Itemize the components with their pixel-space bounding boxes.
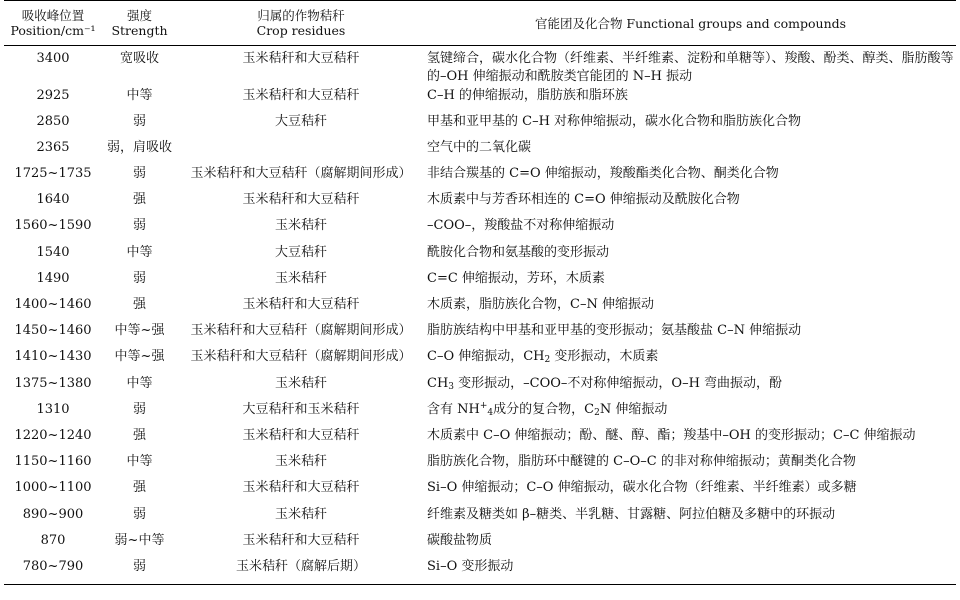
table-body [4,46,956,585]
cell-groups: 木质素，脂肪族化合物，C–N 伸缩振动 [427,297,654,312]
cell-groups: 纤维素及糖类如 β–糖类、半乳糖、甘露糖、阿拉伯糖及多糖中的环振动 [427,506,836,522]
cell-groups: Si–O 变形振动 [427,558,514,574]
cell-crop: 大豆秸秆 [274,113,327,129]
groups-text-part: 成分的复合物，C [493,401,595,417]
header-position-zh: 吸收峰位置 [21,8,85,23]
cell-crop: 玉米秸秆 [274,375,327,391]
cell-position: 1150~1160 [14,454,92,470]
table-row [4,375,956,401]
cell-crop: 玉米秸秆和大豆秸秆 [242,51,360,66]
cell-position: 2365 [36,139,70,155]
cell-strength: 弱 [132,401,146,417]
cell-crop: 玉米秸秆 [274,218,327,234]
cell-strength: 弱，肩吸收 [106,139,172,155]
cell-strength: 强 [132,427,146,443]
cell-position: 890~900 [22,506,84,522]
cell-position: 1725~1735 [14,166,92,182]
cell-crop: 玉米秸秆和大豆秸秆 [242,192,360,208]
table-row [4,139,956,165]
table-row [4,506,956,532]
cell-position: 870 [40,532,66,548]
cell-position: 1560~1590 [14,218,92,234]
cell-groups [425,348,956,374]
cell-position: 1375~1380 [14,375,92,391]
header-crop-en: Crop residues [256,23,346,38]
table-row [4,401,956,427]
cell-groups [425,401,956,427]
cell-strength: 中等~强 [114,323,165,339]
cell-position: 780~790 [22,558,84,574]
groups-text-part: N 伸缩振动 [599,401,668,417]
cell-position: 1410~1430 [14,349,92,365]
groups-text-part: 2 [544,355,551,366]
cell-strength: 强 [132,480,146,496]
cell-groups: –COO–，羧酸盐不对称伸缩振动 [427,218,615,234]
header-strength-en: Strength [111,23,168,38]
cell-strength: 中等~强 [114,349,165,365]
cell-groups: 木质素中与芳香环相连的 C=O 伸缩振动及酰胺化合物 [427,192,740,208]
table-row [4,191,956,217]
header-position [4,1,102,46]
cell-strength: 弱 [132,506,146,522]
table-row [4,217,956,243]
cell-position: 1450~1460 [14,323,92,339]
cell-crop: 玉米秸秆和大豆秸秆 [242,87,360,103]
cell-crop: 大豆秸秆和玉米秸秆 [242,401,360,417]
groups-text-part: 含有 NH [427,401,480,417]
cell-position: 1400~1460 [14,297,92,312]
cell-groups: 空气中的二氧化碳 [427,139,532,155]
cell-crop: 玉米秸秆（腐解后期） [235,558,366,574]
cell-strength: 中等 [126,87,153,103]
cell-strength: 中等 [126,244,153,260]
table-row [4,270,956,296]
groups-text-part: 变形振动，木质素 [550,349,659,365]
cell-crop: 玉米秸秆 [274,270,327,286]
cell-position: 2850 [36,113,70,129]
cell-position: 1000~1100 [14,480,92,496]
table-row [4,296,956,322]
cell-groups: 碳酸盐物质 [427,532,493,548]
groups-text-part: 3 [448,381,455,392]
cell-strength: 强 [132,297,146,312]
cell-crop: 玉米秸秆和大豆秸秆（腐解期间形成） [190,166,412,182]
groups-text-part: + [479,400,488,411]
table-row [4,322,956,348]
cell-groups: 氢键缔合，碳水化合物（纤维素、半纤维素、淀粉和单糖等）、羧酸、酚类、醇类、脂肪酸等的–OH 伸缩振动和酰胺类官能团的 N–H 振动 [427,51,954,84]
table-row [4,558,956,584]
header-crop [177,1,425,46]
header-groups [425,1,956,46]
table-row [4,427,956,453]
cell-strength: 弱 [132,270,146,286]
cell-crop: 玉米秸秆和大豆秸秆 [242,532,360,548]
header-strength-zh: 强度 [126,8,152,23]
cell-position: 1640 [36,192,70,208]
cell-crop: 玉米秸秆和大豆秸秆（腐解期间形成） [190,323,412,339]
table-row [4,244,956,270]
ftir-assignment-table [4,0,956,585]
table-row [4,165,956,191]
cell-strength: 弱~中等 [114,532,165,548]
cell-position: 1220~1240 [14,427,92,443]
groups-text-part: 变形振动，–COO–不对称伸缩振动，O–H 弯曲振动，酚 [454,375,783,391]
groups-text-part: C–O 伸缩振动，CH [427,349,545,365]
cell-groups: Si–O 伸缩振动；C–O 伸缩振动，碳水化合物（纤维素、半纤维素）或多糖 [427,480,857,496]
cell-groups: 脂肪族结构中甲基和亚甲基的变形振动；氨基酸盐 C–N 伸缩振动 [427,323,802,339]
table-row [4,479,956,505]
cell-crop: 玉米秸秆和大豆秸秆 [242,480,360,496]
cell-strength: 弱 [132,166,146,182]
header-position-en: Position/cm⁻¹ [10,23,96,38]
cell-crop [177,139,425,165]
groups-text-part: CH [427,375,449,391]
table-row [4,87,956,113]
cell-crop: 玉米秸秆 [274,506,327,522]
cell-groups: 木质素中 C–O 伸缩振动；酚、醚、醇、酯；羧基中–OH 的变形振动；C–C 伸缩振动 [427,427,916,443]
cell-groups: C–H 的伸缩振动，脂肪族和脂环族 [427,87,628,103]
cell-position: 3400 [36,51,70,66]
cell-strength: 弱 [132,218,146,234]
cell-crop: 大豆秸秆 [274,244,327,260]
cell-strength: 弱 [132,558,146,574]
cell-crop: 玉米秸秆 [274,454,327,470]
cell-groups: 非结合羰基的 C=O 伸缩振动，羧酸酯类化合物、酮类化合物 [427,166,779,182]
table-row [4,348,956,374]
cell-strength: 中等 [126,454,153,470]
table-row [4,113,956,139]
cell-crop: 玉米秸秆和大豆秸秆（腐解期间形成） [190,349,412,365]
cell-strength: 中等 [126,375,153,391]
table-row [4,453,956,479]
cell-position: 1540 [36,244,70,260]
cell-position: 1310 [36,401,70,417]
header-groups-text: 官能团及化合物 Functional groups and compounds [534,15,847,31]
cell-strength: 宽吸收 [119,51,159,66]
cell-crop: 玉米秸秆和大豆秸秆 [242,297,360,312]
cell-groups [425,375,956,401]
table-row [4,532,956,558]
cell-groups: 甲基和亚甲基的 C–H 对称伸缩振动，碳水化合物和脂肪族化合物 [427,113,802,129]
cell-crop: 玉米秸秆和大豆秸秆 [242,427,360,443]
groups-text-part: 2 [594,407,600,418]
cell-groups: C=C 伸缩振动，芳环，木质素 [427,270,605,286]
header-crop-zh: 归属的作物秸秆 [257,8,345,23]
cell-strength: 强 [132,192,146,208]
cell-position: 1490 [36,270,70,286]
header-strength [102,1,177,46]
cell-groups: 脂肪族化合物，脂肪环中醚键的 C–O–C 的非对称伸缩振动；黄酮类化合物 [427,454,856,470]
cell-position: 2925 [36,87,70,103]
cell-strength: 弱 [132,113,146,129]
table-row [4,46,956,87]
table-header-row [4,1,956,46]
groups-text-part: 4 [487,407,494,418]
cell-groups: 酰胺化合物和氨基酸的变形振动 [427,244,610,260]
